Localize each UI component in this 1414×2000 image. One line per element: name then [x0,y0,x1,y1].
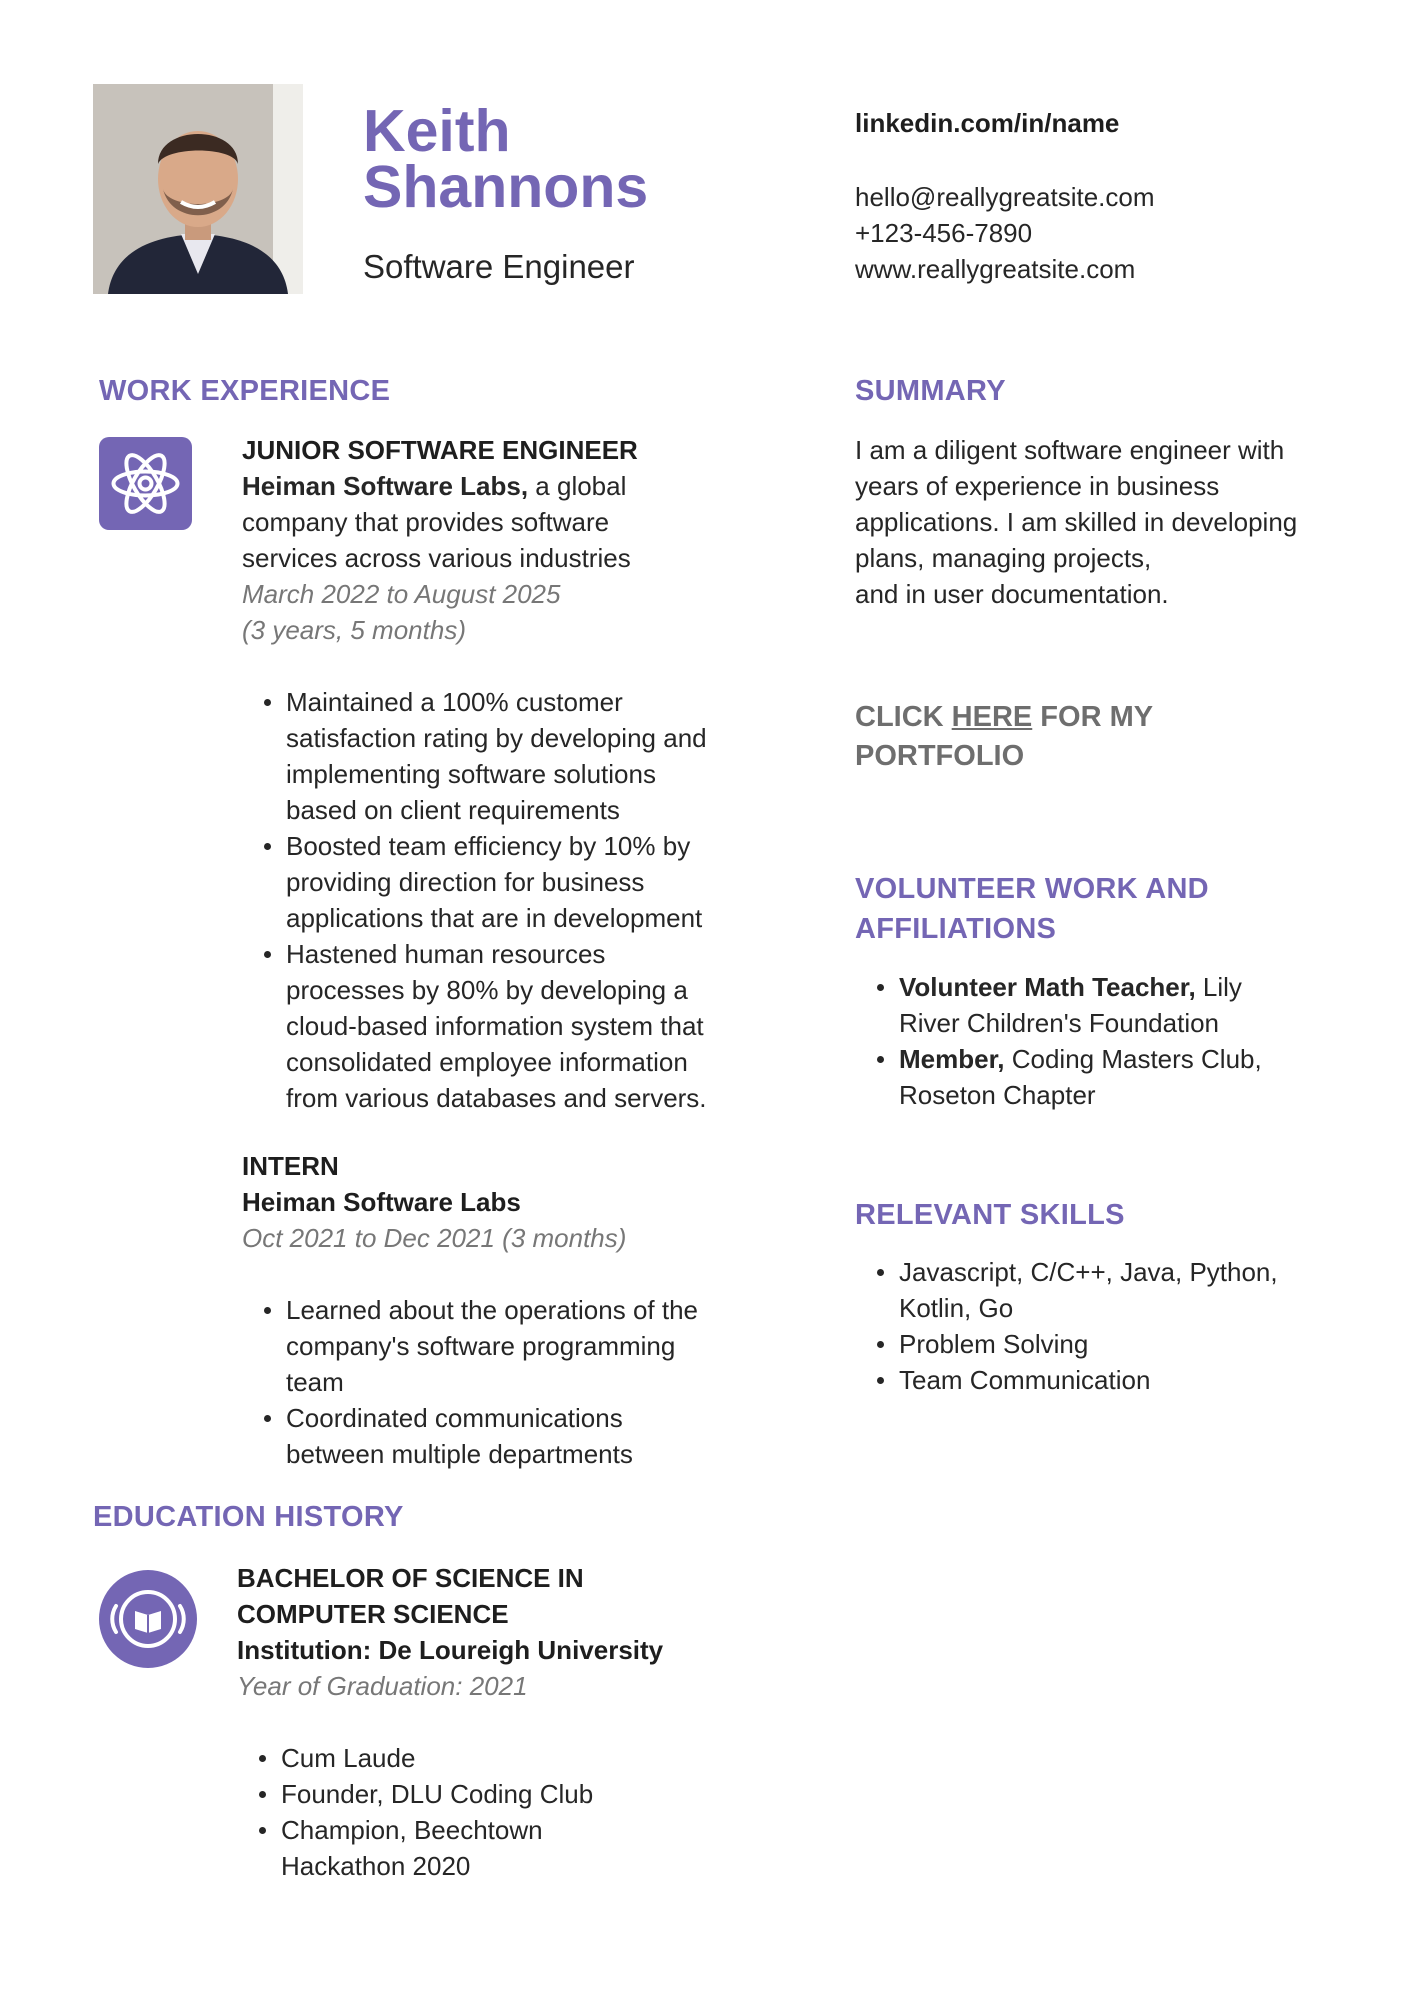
person-portrait-icon [93,84,303,294]
summary-line: and in user documentation. [855,579,1169,609]
list-line: team [286,1367,344,1397]
list-line: River Children's Foundation [899,1008,1220,1038]
job-entry [242,432,762,648]
list-line: Coordinated communications [286,1403,623,1433]
volunteer-list [855,969,1379,1113]
list-item [899,1254,1379,1326]
list-item [281,1776,801,1812]
list-line: satisfaction rating by developing and [286,723,707,753]
phone-number: +123-456-7890 [855,218,1033,248]
institution: Institution: De Loureigh University [237,1635,664,1665]
job-achievements [242,1292,846,1472]
list-line: Team Communication [899,1365,1151,1395]
list-line: based on client requirements [286,795,620,825]
education-entry [237,1560,797,1704]
volunteer-heading-line: VOLUNTEER WORK AND [855,873,1209,905]
job-achievements [242,684,846,1116]
list-line: Javascript, C/C++, Java, Python, [899,1257,1278,1287]
volunteer-heading-line: AFFILIATIONS [855,913,1057,945]
volunteer-org: Lily [1195,972,1242,1002]
list-line: providing direction for business [286,867,645,897]
summary-line: applications. I am skilled in developing [855,507,1298,537]
list-item [286,936,846,1116]
volunteer-heading [855,869,1275,949]
linkedin-link[interactable]: linkedin.com/in/name [855,108,1120,138]
summary-line: plans, managing projects, [855,543,1152,573]
first-name: Keith [363,98,511,164]
contact-details [855,179,1155,287]
list-line: implementing software solutions [286,759,656,789]
list-line: Boosted team efficiency by 10% by [286,831,691,861]
company-name: Heiman Software Labs, [242,471,529,501]
list-item [286,1400,846,1472]
degree-title: COMPUTER SCIENCE [237,1599,509,1629]
list-item [281,1740,801,1776]
summary-line: I am a diligent software engineer with [855,435,1285,465]
education-achievements [237,1740,801,1884]
list-line: cloud-based information system that [286,1011,704,1041]
list-item [899,1362,1379,1398]
list-line: between multiple departments [286,1439,633,1469]
portfolio-prefix: CLICK [855,701,952,733]
company-name: Heiman Software Labs [242,1187,521,1217]
candidate-name [363,98,813,220]
graduation-year: Year of Graduation: 2021 [237,1671,528,1701]
list-item [899,969,1379,1041]
list-line: Roseton Chapter [899,1080,1096,1110]
list-item [286,1292,846,1400]
list-line: Maintained a 100% customer [286,687,623,717]
portfolio-line2: PORTFOLIO [855,740,1025,772]
company-desc: services across various industries [242,543,631,573]
list-line: Learned about the operations of the [286,1295,698,1325]
list-line: consolidated employee information [286,1047,688,1077]
summary-heading: SUMMARY [855,375,1006,407]
list-item [899,1326,1379,1362]
company-desc: a global [528,471,627,501]
list-line [899,1041,1379,1077]
list-line: Hackathon 2020 [281,1851,471,1881]
list-item [281,1812,801,1884]
list-line [899,969,1379,1005]
open-book-icon [99,1570,197,1668]
job-role: JUNIOR SOFTWARE ENGINEER [242,435,638,465]
list-line: Problem Solving [899,1329,1089,1359]
volunteer-role: Member, [899,1044,1005,1074]
degree-title: BACHELOR OF SCIENCE IN [237,1563,584,1593]
list-line: Founder, DLU Coding Club [281,1779,594,1809]
list-line: Champion, Beechtown [281,1815,543,1845]
list-line: Cum Laude [281,1743,416,1773]
portfolio-link[interactable]: HERE [951,701,1033,733]
website-link[interactable]: www.reallygreatsite.com [855,254,1136,284]
list-line: processes by 80% by developing a [286,975,688,1005]
email-link[interactable]: hello@reallygreatsite.com [855,182,1155,212]
list-item [286,828,846,936]
last-name: Shannons [363,154,649,220]
list-line: Kotlin, Go [899,1293,1014,1323]
atom-icon [99,437,192,530]
job-dates: Oct 2021 to Dec 2021 (3 months) [242,1223,627,1253]
list-item [899,1041,1379,1113]
skills-list [855,1254,1379,1398]
portfolio-callout [855,698,1235,776]
job-dates: March 2022 to August 2025 [242,579,561,609]
job-entry [242,1148,762,1256]
job-role: INTERN [242,1151,339,1181]
company-desc: company that provides software [242,507,610,537]
job-duration: (3 years, 5 months) [242,615,466,645]
skills-heading: RELEVANT SKILLS [855,1199,1125,1231]
list-line: Hastened human resources [286,939,606,969]
portfolio-suffix: FOR MY [1032,701,1154,733]
company-line [242,468,762,504]
list-line: company's software programming [286,1331,676,1361]
profile-photo [93,84,303,294]
volunteer-role: Volunteer Math Teacher, [899,972,1196,1002]
list-line: applications that are in development [286,903,703,933]
job-title: Software Engineer [363,248,635,285]
summary-text [855,432,1335,612]
summary-line: years of experience in business [855,471,1220,501]
list-item [286,684,846,828]
list-line: from various databases and servers. [286,1083,707,1113]
work-experience-heading: WORK EXPERIENCE [99,375,391,407]
education-heading: EDUCATION HISTORY [93,1501,404,1533]
volunteer-org: Coding Masters Club, [1004,1044,1262,1074]
